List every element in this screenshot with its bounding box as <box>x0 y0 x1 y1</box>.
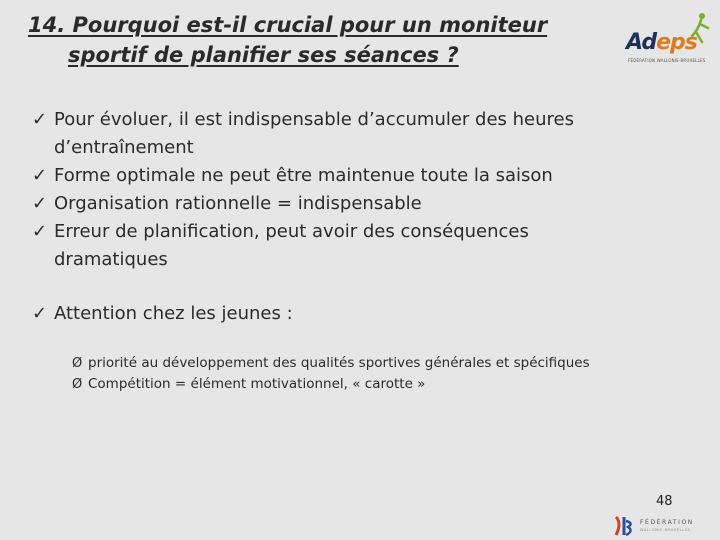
bullet-text: Forme optimale ne peut être maintenue toute la saison <box>54 165 553 186</box>
spacer <box>32 274 642 300</box>
adeps-logo-word <box>626 30 697 55</box>
sub-bullet-list <box>72 353 632 395</box>
bullet-item <box>32 162 642 190</box>
check-icon: ✓ <box>32 193 48 214</box>
sub-bullet-item <box>72 353 632 374</box>
main-bullet-list <box>32 106 642 328</box>
sub-bullet-text: Compétition = élément motivationnel, « carotte » <box>88 376 426 392</box>
bullet-item <box>32 300 642 328</box>
federation-mark-icon <box>612 513 636 539</box>
federation-logo <box>612 513 716 539</box>
check-icon: ✓ <box>32 303 48 324</box>
arrow-icon: Ø <box>72 356 83 371</box>
logo-subtitle: FÉDÉRATION WALLONIE-BRUXELLES <box>628 58 706 63</box>
check-icon: ✓ <box>32 221 48 242</box>
bullet-text: Organisation rationnelle = indispensable <box>54 193 422 214</box>
bullet-item <box>32 106 642 162</box>
federation-text: FÉDÉRATION <box>640 519 694 526</box>
check-icon: ✓ <box>32 165 48 186</box>
bullet-text: Pour évoluer, il est indispensable d’accumuler des heures d’entraînement <box>54 109 574 158</box>
bullet-text: Erreur de planification, peut avoir des conséquences dramatiques <box>54 221 529 270</box>
adeps-logo <box>612 10 712 72</box>
title-line-1: 14. Pourquoi est-il crucial pour un moniteur <box>28 13 548 37</box>
title-line-2: sportif de planifier ses séances ? <box>68 43 459 67</box>
bullet-item <box>32 190 642 218</box>
logo-word-part2: eps <box>656 30 697 55</box>
slide-title <box>28 10 608 70</box>
arrow-icon: Ø <box>72 377 83 392</box>
bullet-item <box>32 218 642 274</box>
page-number: 48 <box>656 494 673 509</box>
bullet-text: Attention chez les jeunes : <box>54 303 293 324</box>
federation-subtext: WALLONIE-BRUXELLES <box>640 528 691 532</box>
logo-word-part1: Ad <box>626 30 657 55</box>
sub-bullet-text: priorité au développement des qualités sportives générales et spécifiques <box>88 355 590 371</box>
sub-bullet-item <box>72 374 632 395</box>
check-icon: ✓ <box>32 109 48 130</box>
